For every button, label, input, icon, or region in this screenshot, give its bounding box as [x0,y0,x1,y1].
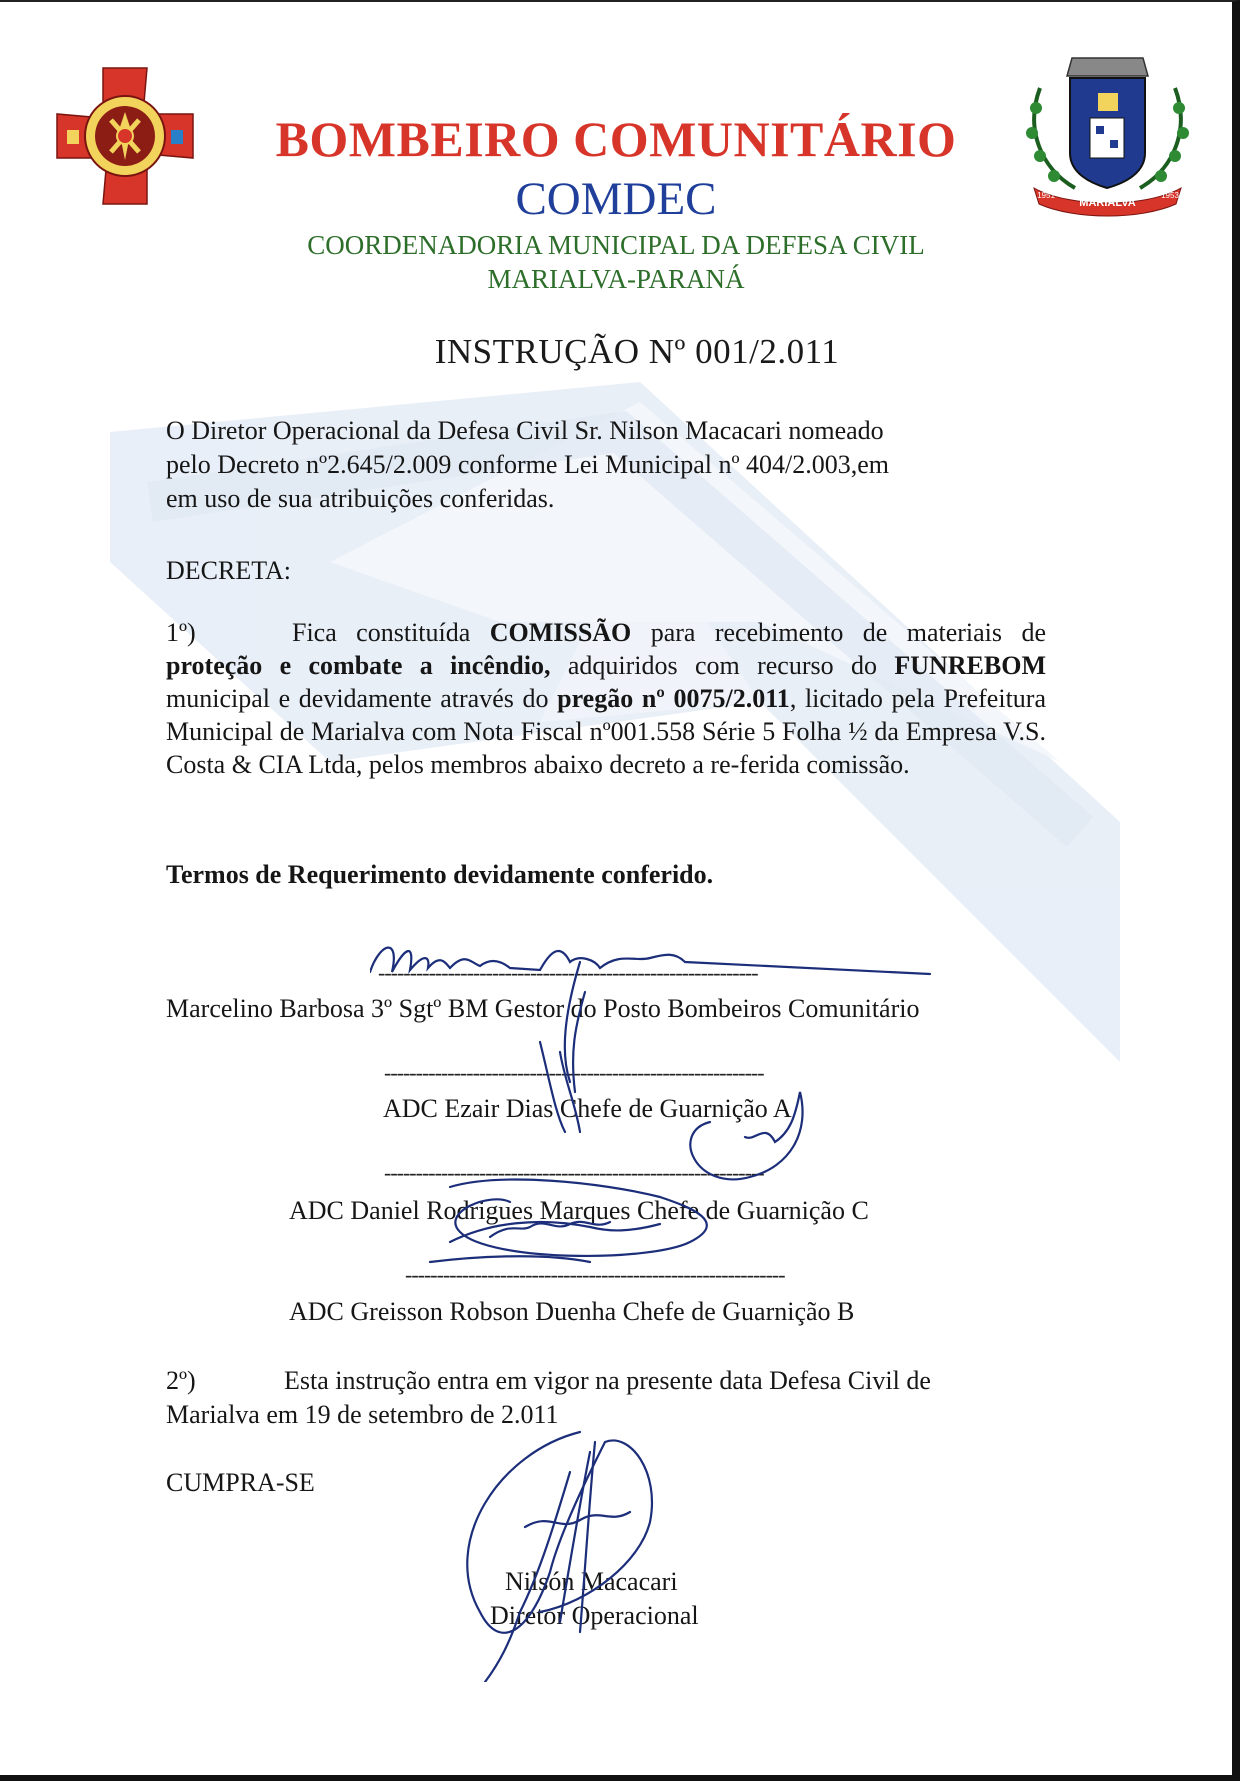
closing-statement: CUMPRA-SE [166,1468,315,1497]
member-2: ADC Ezair Dias Chefe de Guarnição A [383,1094,792,1123]
year-left-text: 1951 [1037,191,1055,200]
item-2-line-2: Marialva em 19 de setembro de 2.011 [166,1400,559,1429]
document-title: INSTRUÇÃO Nº 001/2.011 [434,332,840,371]
director-signature-handwriting [440,1412,720,1682]
header-title: BOMBEIRO COMUNITÁRIO [275,111,957,167]
signatory-role: Diretor Operacional [490,1601,699,1630]
item-1-bold-pregao: pregão nº 0075/2.011 [557,684,790,713]
item-1-text: adquiridos com recurso do [550,651,895,680]
item-1-number: 1º) [166,618,196,647]
item-1-text: municipal e devidamente através do [166,684,558,713]
item-1-text: Fica constituída [292,618,490,647]
item-1-paragraph [166,616,1046,781]
item-2-text: Esta instrução entra em vigor na presente data Defesa Civil de [284,1366,931,1395]
item-1-text: para recebimento de materiais de [631,618,1046,647]
header-subtitle: COMDEC [515,173,717,225]
member-1: Marcelino Barbosa 3º Sgtº BM Gestor do Posto Bombeiros Comunitário [166,994,920,1023]
header-city: MARIALVA-PARANÁ [487,264,745,294]
item-2-number: 2º) [166,1366,196,1395]
item-1-text: , licitado pela Prefeitura Municipal de Marialva com Nota Fiscal nº001.558 Série 5 Folha ½ da Empresa V.S. Costa & CIA Ltda, pelos membros abaixo decreto a re-ferida comissão. [166,684,1046,779]
item-1-bold-protecao: proteção e combate a incêndio, [166,651,551,680]
terms-statement: Termos de Requerimento devidamente conferido. [166,860,714,889]
intro-line-2: pelo Decreto nº2.645/2.009 conforme Lei Municipal nº 404/2.003,em [166,450,890,479]
member-3: ADC Daniel Rodrigues Marques Chefe de Guarnição C [289,1196,869,1225]
signature-line-2: ------------------------------------------------------------ [384,1060,764,1085]
decree-label: DECRETA: [166,556,292,585]
item-1-bold-funrebom: FUNREBOM [894,651,1046,680]
marialva-banner-text: MARIALVA [1079,197,1136,209]
signature-line-1: ------------------------------------------------------------ [378,960,758,985]
signature-line-4: ------------------------------------------------------------ [405,1262,785,1287]
item-2-line-1 [166,1364,931,1397]
signatory-name: Nilsón Macacari [505,1567,678,1596]
signature-line-3: ------------------------------------------------------------ [384,1160,764,1185]
item-1-bold-comissao: COMISSÃO [489,618,632,647]
intro-line-3: em uso de sua atribuições conferidas. [166,484,555,513]
header-agency: COORDENADORIA MUNICIPAL DA DEFESA CIVIL [307,230,925,260]
year-right-text: 1953 [1161,191,1179,200]
intro-line-1: O Diretor Operacional da Defesa Civil Sr. Nilson Macacari nomeado [166,416,884,445]
member-4: ADC Greisson Robson Duenha Chefe de Guarnição B [289,1297,855,1326]
